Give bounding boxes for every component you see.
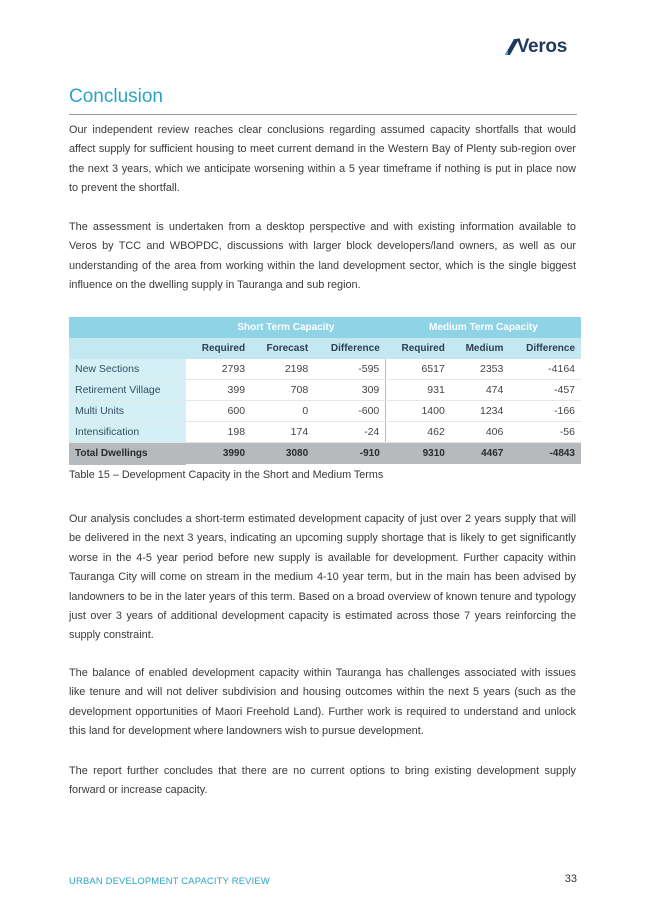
column-header-blank (69, 338, 186, 359)
table-cell: -4164 (509, 359, 581, 380)
table-cell: 931 (386, 380, 451, 401)
column-header: Forecast (251, 338, 314, 359)
table-row (69, 380, 581, 401)
table-cell: 474 (451, 380, 510, 401)
column-header: Difference (314, 338, 386, 359)
row-label: Multi Units (69, 401, 186, 422)
table-corner (69, 317, 186, 338)
table-cell: 198 (186, 422, 251, 443)
table-cell: 1400 (386, 401, 451, 422)
group-short-term: Short Term Capacity (186, 317, 386, 338)
column-header: Required (386, 338, 451, 359)
table-cell: -166 (509, 401, 581, 422)
table-cell: 1234 (451, 401, 510, 422)
column-header: Required (186, 338, 251, 359)
table-cell: 174 (251, 422, 314, 443)
table-cell: -24 (314, 422, 386, 443)
table-cell: 309 (314, 380, 386, 401)
total-cell: 3080 (251, 443, 314, 465)
table-group-header (69, 317, 581, 338)
table-cell: 2198 (251, 359, 314, 380)
table-row (69, 359, 581, 380)
row-label: Retirement Village (69, 380, 186, 401)
group-medium-term: Medium Term Capacity (386, 317, 581, 338)
paragraph-analysis: Our analysis concludes a short-term estimated development capacity of just over 2 years supply that will be delivered in the next 3 years, indicating an upcoming supply shortage that is likely to get significantly worse in the 4-5 year period before new supply is available for development. Further capacity within Tauranga City will come on stream in the medium 4-10 year term, but in the main has been advised by landowners to be in the later years of this term. Based on a broad overview of known tenure and typology just over 3 years of additional development capacity is estimated across those 7 years reinforcing the supply constraint. (69, 513, 576, 642)
column-header: Medium (451, 338, 510, 359)
footer-report-title: URBAN DEVELOPMENT CAPACITY REVIEW (69, 875, 270, 886)
total-cell: -4843 (509, 443, 581, 465)
table-cell: 2793 (186, 359, 251, 380)
page-number: 33 (564, 873, 577, 885)
table-cell: 462 (386, 422, 451, 443)
row-label: New Sections (69, 359, 186, 380)
table-cell: 0 (251, 401, 314, 422)
table-cell: -600 (314, 401, 386, 422)
table-cell: 600 (186, 401, 251, 422)
table-cell: -595 (314, 359, 386, 380)
table-cell: 406 (451, 422, 510, 443)
total-cell: 4467 (451, 443, 510, 465)
table-row (69, 401, 581, 422)
logo-text: Veros (516, 36, 567, 57)
table-cell: 708 (251, 380, 314, 401)
table-cell: 6517 (386, 359, 451, 380)
table-cell: -457 (509, 380, 581, 401)
table-cell: 2353 (451, 359, 510, 380)
page-title: Conclusion (69, 86, 163, 107)
total-cell: 9310 (386, 443, 451, 465)
table-cell: 399 (186, 380, 251, 401)
column-header: Difference (509, 338, 581, 359)
table-column-header (69, 338, 581, 359)
capacity-table (69, 317, 581, 465)
table-row (69, 422, 581, 443)
paragraph-balance: The balance of enabled development capacity within Tauranga has challenges associated with issues like tenure and will not deliver subdivision and housing outcomes within the next 5 years (such as the development opportunities of Maori Freehold Land). Further work is required to understand and unlock this land for development where landowners wish to pursue development. (69, 667, 576, 738)
total-cell: -910 (314, 443, 386, 465)
row-label: Intensification (69, 422, 186, 443)
paragraph-intro: Our independent review reaches clear conclusions regarding assumed capacity shortfalls that would affect supply for sufficient housing to meet current demand in the Western Bay of Plenty sub-region over the next 3 years, which we anticipate worsening within a 5 year timeframe if nothing is put in place now to prevent the shortfall. (69, 124, 576, 195)
table-total-row (69, 443, 581, 465)
table-cell: -56 (509, 422, 581, 443)
paragraph-final: The report further concludes that there are no current options to bring existing development supply forward or increase capacity. (69, 765, 576, 797)
veros-logo (505, 36, 567, 58)
table-caption: Table 15 – Development Capacity in the Short and Medium Terms (69, 469, 384, 481)
paragraph-assessment: The assessment is undertaken from a desktop perspective and with existing information available to Veros by TCC and WBOPDC, discussions with larger block developers/land owners, as well as our understanding of the area from working within the land development sector, which is the single biggest influence on the dwelling supply in Tauranga and sub region. (69, 221, 576, 292)
total-label: Total Dwellings (69, 443, 186, 465)
title-divider (69, 114, 577, 115)
total-cell: 3990 (186, 443, 251, 465)
